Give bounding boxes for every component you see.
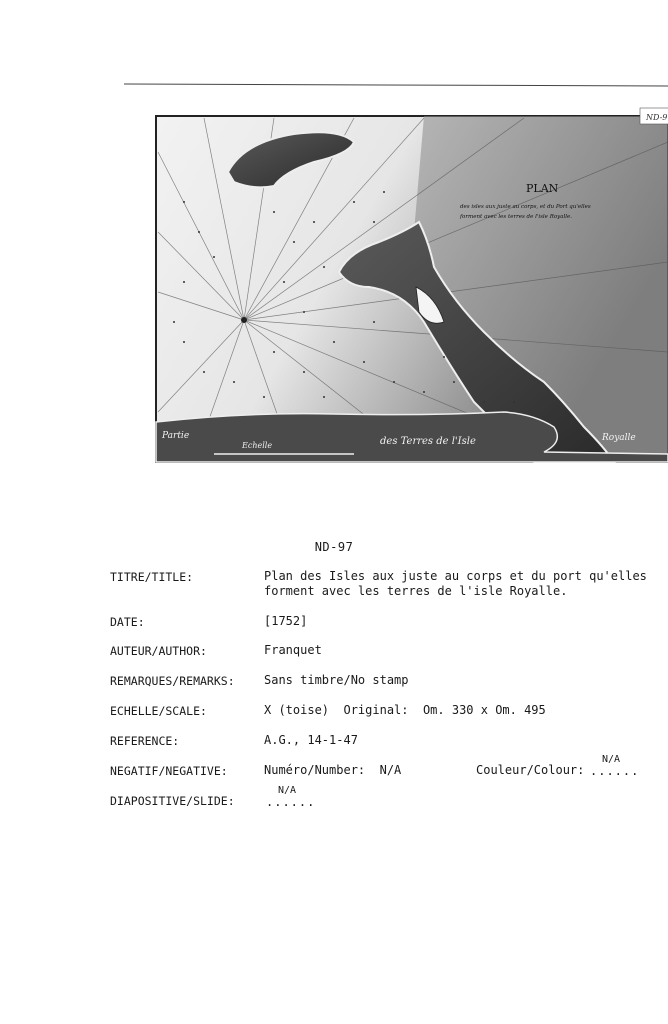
negative-colour-value: N/A <box>602 754 621 765</box>
value-remarks: Sans timbre/No stamp <box>264 673 409 687</box>
map-photograph <box>124 82 668 486</box>
value-scale: X (toise) Original: Om. 330 x Om. 495 <box>264 703 546 717</box>
label-remarks: REMARQUES/REMARKS: <box>110 674 235 688</box>
label-slide: DIAPOSITIVE/SLIDE: <box>110 794 235 808</box>
label-date: DATE: <box>110 615 145 629</box>
label-reference: REFERENCE: <box>110 734 180 748</box>
label-author: AUTEUR/AUTHOR: <box>110 644 207 658</box>
record-code: ND-97 <box>314 540 354 554</box>
negative-colour-label: Couleur/Colour: <box>476 763 585 777</box>
photo-top-edge <box>124 84 668 86</box>
value-date: [1752] <box>264 614 308 628</box>
slide-value: N/A <box>278 785 297 796</box>
value-reference: A.G., 14-1-47 <box>264 733 358 747</box>
compass-rose <box>241 317 247 323</box>
value-author: Franquet <box>264 643 322 657</box>
negative-colour-dots: ...... <box>590 764 640 778</box>
map-title-line1: des isles aux juste au corps, et du Port qu'elles <box>460 204 591 210</box>
map-title-line2: forment avec les terres de l'isle Royalle. <box>460 214 573 220</box>
value-title: Plan des Isles aux juste au corps et du port qu'elles forment avec les terres de l'isle Royalle. <box>264 569 647 598</box>
label-title: TITRE/TITLE: <box>110 570 194 584</box>
slide-dots: ...... <box>266 795 316 809</box>
code-stamp: ND-9 <box>646 113 668 122</box>
label-scale: ECHELLE/SCALE: <box>110 704 207 718</box>
map-label-echelle: Echelle <box>242 441 273 450</box>
map-title-plan: PLAN <box>526 182 559 195</box>
label-negative: NEGATIF/NEGATIVE: <box>110 764 228 778</box>
map-label-royalle: Royalle <box>602 433 636 443</box>
value-negative-number: Numéro/Number: N/A <box>264 763 402 777</box>
map-label-terres: des Terres de l'Isle <box>380 436 476 447</box>
map-label-partie: Partie <box>162 431 190 441</box>
